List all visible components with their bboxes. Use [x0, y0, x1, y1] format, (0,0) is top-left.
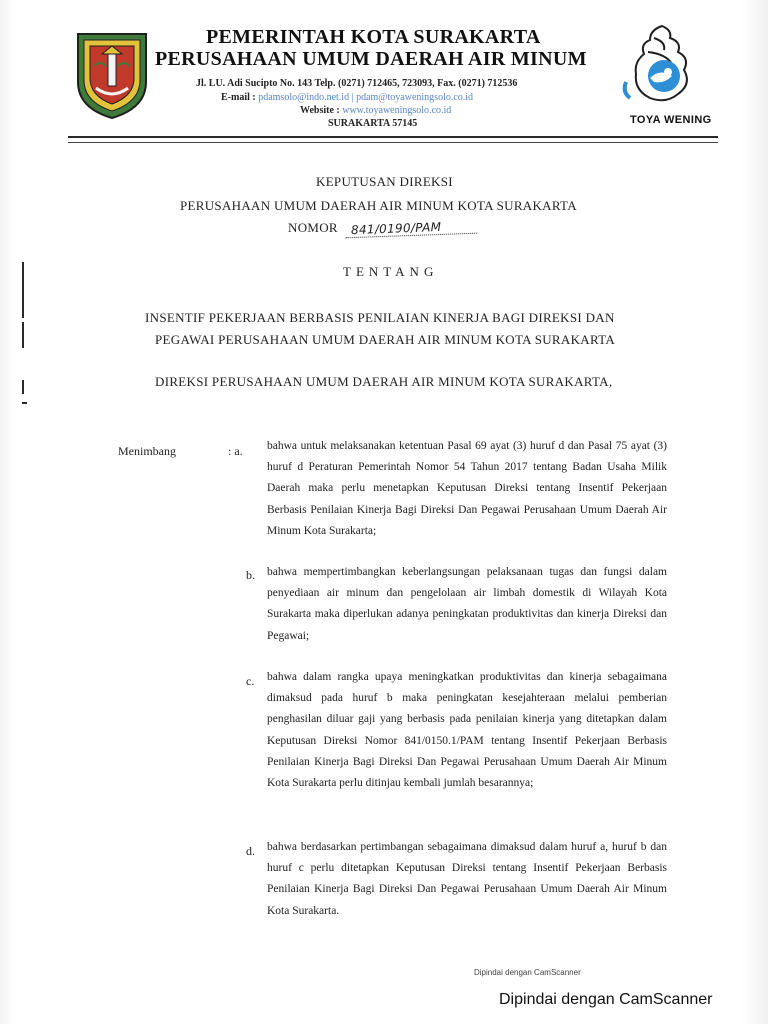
menimbang-label: Menimbang	[118, 444, 176, 458]
toya-wening-shell-logo-icon	[620, 22, 706, 110]
letterhead-city: SURAKARTA 57145	[328, 118, 418, 129]
website-value: www.toyaweningsolo.co.id	[342, 105, 452, 116]
scan-margin-mark	[22, 402, 27, 404]
letterhead-address: Jl. LU. Adi Sucipto No. 143 Telp. (0271) 712465, 723093, Fax. (0271) 712536	[196, 78, 518, 89]
decree-number-row	[288, 220, 477, 236]
decree-issuer: DIREKSI PERUSAHAAN UMUM DAERAH AIR MINUM KOTA SURAKARTA,	[155, 374, 613, 389]
decree-title: KEPUTUSAN DIREKSI	[316, 174, 453, 189]
letterhead-government: PEMERINTAH KOTA SURAKARTA	[206, 26, 541, 48]
decree-number-value: 841/0190/PAM	[345, 219, 477, 239]
menimbang-item-d: bahwa berdasarkan pertimbangan sebagaimana dimaksud dalam huruf a, huruf b dan huruf c perlu ditetapkan Keputusan Direksi tentang Insentif Pekerjaan Berbasis Penilaian Kinerja Bagi Direksi Dan Pegawai Perusahaan Umum Daerah Air Minum Kota Surakarta.	[267, 841, 667, 917]
item-letter-d: d.	[246, 844, 255, 858]
scan-margin-mark	[22, 262, 24, 318]
decree-subject-line2: PEGAWAI PERUSAHAAN UMUM DAERAH AIR MINUM KOTA SURAKARTA	[155, 332, 616, 347]
city-crest-icon	[72, 30, 152, 120]
item-letter-b: b.	[246, 568, 255, 582]
website-label: Website :	[300, 105, 340, 116]
decree-about: TENTANG	[343, 264, 439, 279]
letterhead-divider-thick	[68, 136, 718, 138]
camscanner-watermark-small: Dipindai dengan CamScanner	[474, 968, 581, 977]
scan-margin-mark	[22, 322, 24, 348]
menimbang-item-c: bahwa dalam rangka upaya meningkatkan produktivitas dan kinerja sebagaimana dimaksud pada huruf b maka peningkatan kesejahteraan melalui pemberian penghasilan diluar gaji yang berbasis pada penilaian kinerja yang ditetapkan dalam Keputusan Direksi Nomor 841/0150.1/PAM tentang Insentif Pekerjaan Berbasis Penilaian Kinerja Bagi Direksi Dan Pegawai Perusahaan Umum Daerah Air Minum Kota Surakarta perlu ditinjau kembali jumlah besarannya;	[267, 671, 667, 790]
menimbang-item-b: bahwa mempertimbangkan keberlangsungan pelaksanaan tugas dan fungsi dalam penyediaan air minum dan pengelolaan air limbah domestik di Wilayah Kota Surakarta maka diperlukan adanya peningkatan produktivitas dan kinerja Direksi dan Pegawai;	[267, 566, 667, 642]
decree-company: PERUSAHAAN UMUM DAERAH AIR MINUM KOTA SURAKARTA	[180, 198, 577, 213]
letterhead-divider-thin	[68, 142, 718, 143]
menimbang-item-a: bahwa untuk melaksanakan ketentuan Pasal 69 ayat (3) huruf d dan Pasal 75 ayat (3) huruf d Peraturan Pemerintah Nomor 54 Tahun 2017 tentang Badan Usaha Milik Daerah maka perlu menetapkan Keputusan Direksi tentang Insentif Pekerjaan Berbasis Penilaian Kinerja Bagi Direksi Dan Pegawai Perusahaan Umum Daerah Air Minum Kota Surakarta;	[267, 440, 667, 537]
decree-number-label: NOMOR	[288, 220, 338, 235]
letterhead-company: PERUSAHAAN UMUM DAERAH AIR MINUM	[155, 48, 587, 70]
item-letter-a: : a.	[228, 444, 243, 458]
camscanner-watermark-large: Dipindai dengan CamScanner	[499, 991, 713, 1008]
logo-wordmark: TOYA WENING	[630, 114, 712, 126]
decree-subject-line1: INSENTIF PEKERJAAN BERBASIS PENILAIAN KINERJA BAGI DIREKSI DAN	[145, 310, 615, 325]
email-label: E-mail :	[221, 92, 256, 103]
email-value: pdamsolo@indo.net.id | pdam@toyaweningsolo.co.id	[258, 92, 474, 103]
letterhead-website-row	[300, 105, 451, 116]
scan-margin-mark	[22, 380, 24, 394]
item-letter-c: c.	[246, 674, 255, 688]
letterhead-email-row	[221, 92, 473, 103]
